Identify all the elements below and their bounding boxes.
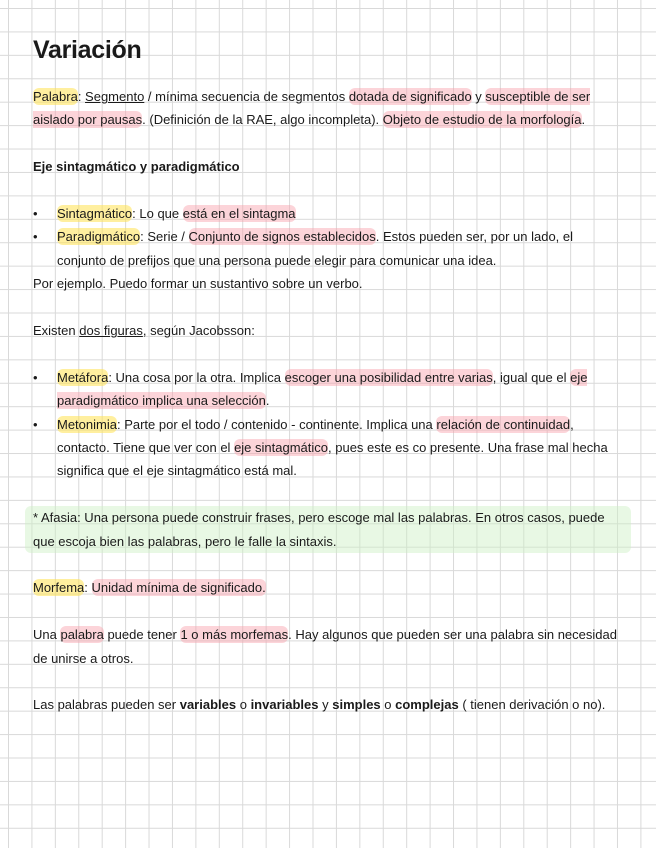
figuras-line: Existen dos figuras, según Jacobsson: [33, 323, 255, 339]
palabra-paragraph: Palabra: Segmento / mínima secuencia de segmentos dotada de significado y susceptible de ser aislado por pausas. (Definición de la RAE, algo incompleta). Objeto de estudio de la morfología. [33, 89, 591, 128]
morfema-line: Morfema: Unidad mínima de significado. [33, 580, 266, 596]
palabra-term: Palabra [33, 89, 78, 104]
tipos-paragraph: Las palabras pueden ser variables o invariables y simples o complejas ( tienen derivación o no). [33, 697, 606, 713]
dos-figuras: dos figuras [79, 323, 143, 339]
list-item: • Metonimia: Parte por el todo / contenido - continente. Implica una relación de continuidad, contacto. Tiene que ver con el eje sintagmático, pues este es co presente. Una frase mal hecha significa que el eje sintagmático está mal. [33, 413, 623, 483]
page-title: Variación [33, 36, 142, 64]
highlight-sintagma: está en el sintagma [182, 206, 296, 221]
list-item: • Paradigmático: Serie / Conjunto de signos establecidos. Estos pueden ser, por un lado, el conjunto de prefijos que una persona puede elegir para comunicar una idea. [33, 225, 623, 272]
ejemplo-line: Por ejemplo. Puedo formar un sustantivo sobre un verbo. [33, 276, 363, 292]
una-palabra-paragraph: Una palabra puede tener 1 o más morfemas. Hay algunos que pueden ser una palabra sin necesidad de unirse a otros. [33, 627, 617, 666]
sintagmatico-term: Sintagmático [57, 206, 133, 221]
highlight-susceptible: susceptible de ser aislado por pausas [33, 89, 591, 128]
highlight-escoger: escoger una posibilidad entre varias [284, 369, 493, 385]
highlight-morfemas: 1 o más morfemas [180, 627, 289, 643]
note-page [33, 30, 623, 717]
afasia-note: * Afasia: Una persona puede construir frases, pero escoge mal las palabras. En otros casos, puede que escoja bien las palabras, pero le falle la sintaxis. [25, 506, 631, 553]
highlight-conjunto: Conjunto de signos establecidos [188, 229, 376, 245]
eje-list [33, 202, 623, 272]
eje-heading: Eje sintagmático y paradigmático [33, 159, 240, 175]
metafora-term: Metáfora [57, 369, 109, 385]
highlight-palabra: palabra [60, 627, 104, 643]
segmento-word: Segmento [85, 89, 145, 104]
morfema-term: Morfema [33, 580, 85, 596]
highlight-eje-sintagmatico: eje sintagmático [234, 440, 329, 456]
highlight-dotada: dotada de significado [348, 89, 472, 104]
metonimia-term: Metonimia [57, 416, 117, 432]
figuras-list [33, 366, 623, 483]
list-item: • Metáfora: Una cosa por la otra. Implica escoger una posibilidad entre varias, igual que el eje paradigmático implica una selección. [33, 366, 623, 413]
highlight-relacion: relación de continuidad [436, 416, 571, 432]
highlight-eje-paradigmatico: eje paradigmático implica una selección [57, 369, 588, 409]
paradigmatico-term: Paradigmático [57, 229, 141, 245]
list-item: • Sintagmático: Lo que está en el sintagma [33, 202, 623, 225]
highlight-objeto: Objeto de estudio de la morfología [382, 112, 582, 128]
highlight-unidad: Unidad mínima de significado. [91, 580, 266, 596]
